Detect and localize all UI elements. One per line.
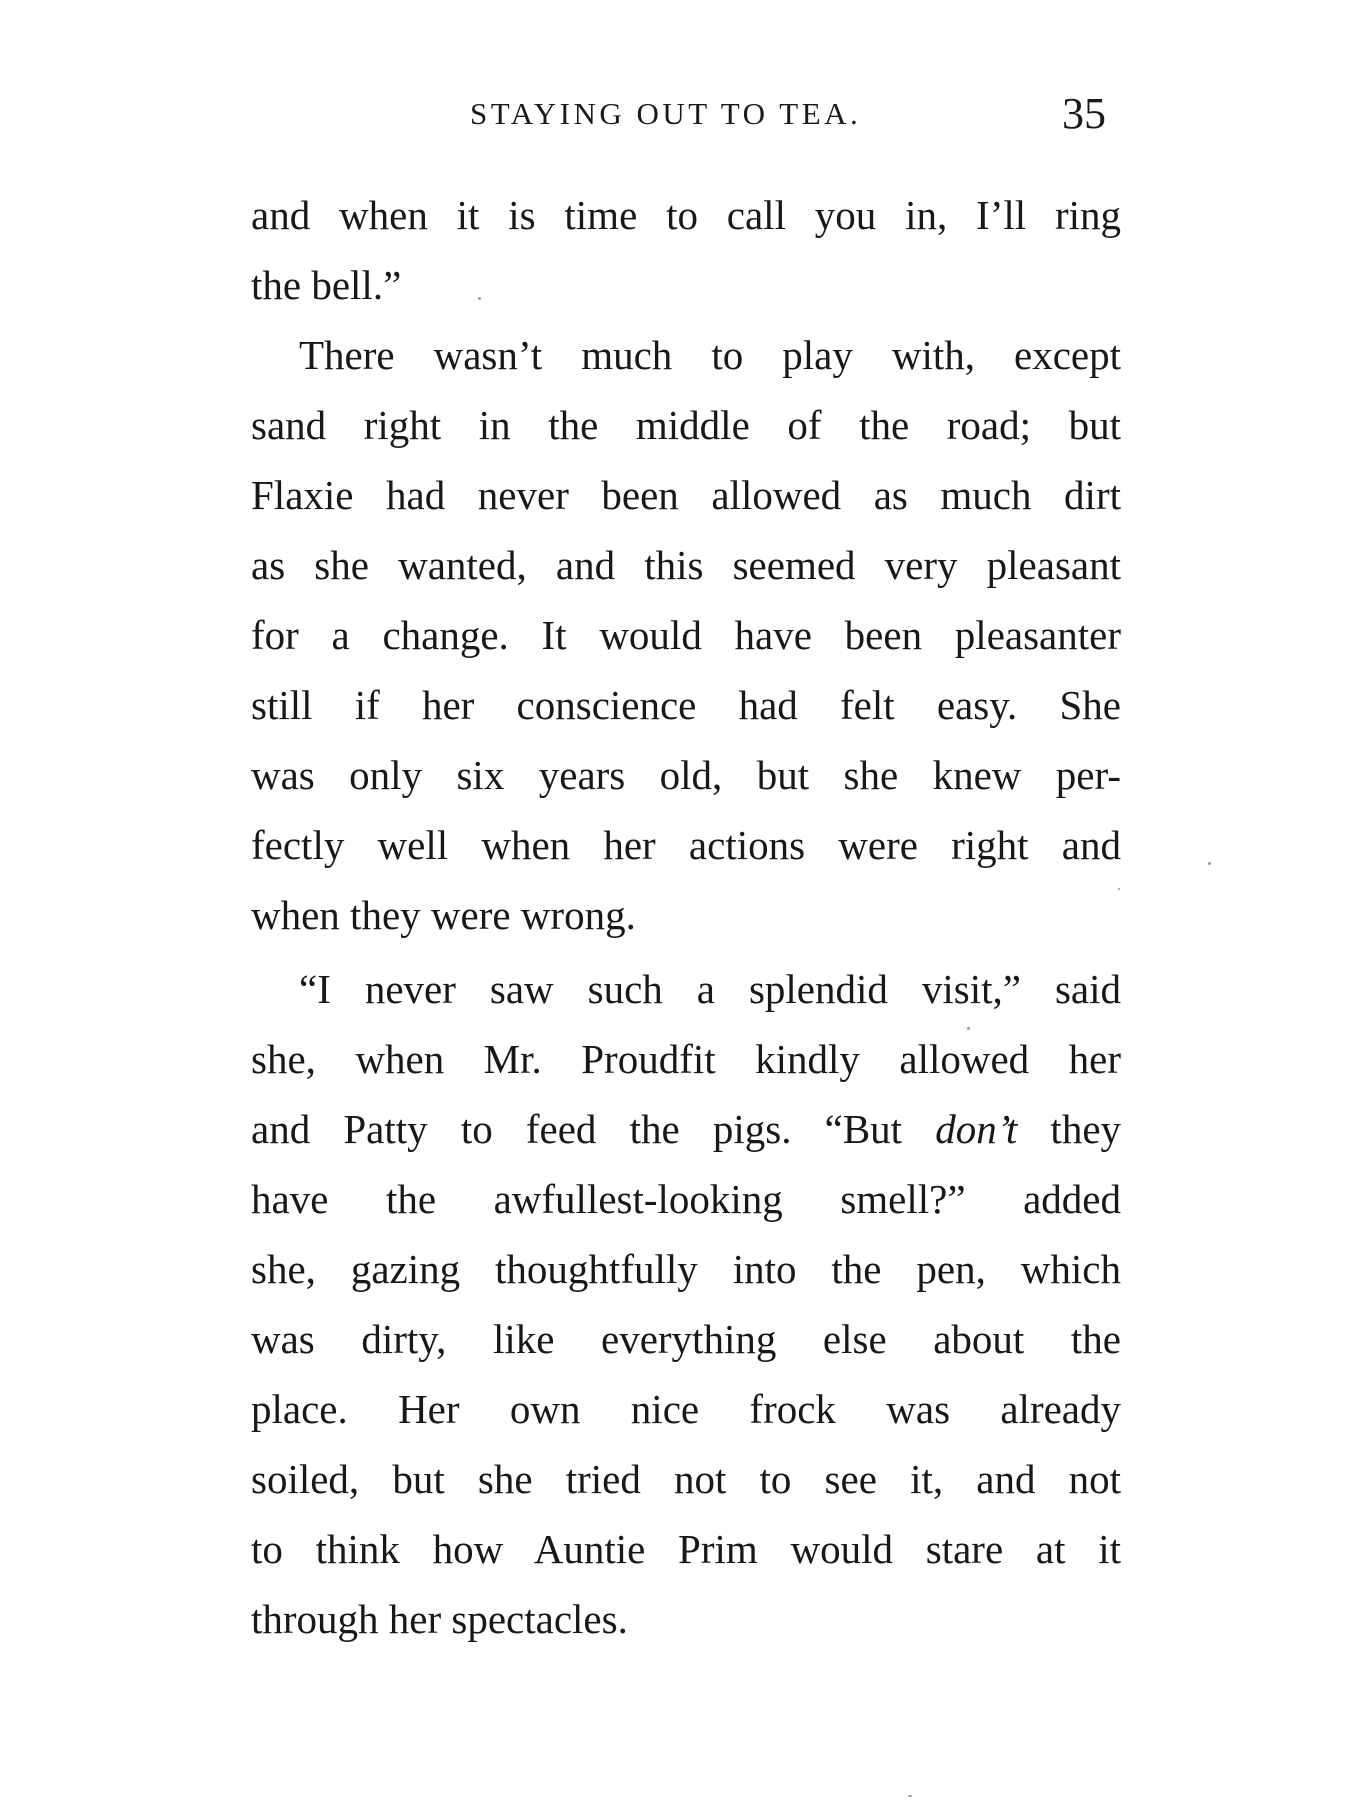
text-line: was dirty, like everything else about the xyxy=(251,1316,1121,1362)
text-line: to think how Auntie Prim would stare at it xyxy=(251,1526,1121,1572)
text-line: “I never saw such a splendid visit,” said xyxy=(299,966,1121,1012)
paragraph-sand xyxy=(251,320,1121,950)
running-title: STAYING OUT TO TEA. xyxy=(470,96,862,131)
text-line-mixed xyxy=(251,1094,1121,1164)
text-line: and when it is time to call you in, I’ll ring xyxy=(251,192,1121,238)
text-segment: they xyxy=(1050,1106,1122,1152)
text-line: Flaxie had never been allowed as much dirt xyxy=(251,472,1121,518)
paragraph-continued xyxy=(251,180,1121,320)
text-line: she, gazing thoughtfully into the pen, which xyxy=(251,1246,1121,1292)
paper-speck xyxy=(1118,888,1120,890)
paper-speck xyxy=(1208,862,1211,865)
text-line: the bell.” xyxy=(251,262,402,308)
paper-speck xyxy=(478,297,481,300)
text-line: fectly well when her actions were right and xyxy=(251,822,1121,868)
text-line: There wasn’t much to play with, except xyxy=(299,332,1121,378)
text-line: through her spectacles. xyxy=(251,1596,628,1642)
text-line: she, when Mr. Proudfit kindly allowed her xyxy=(251,1036,1121,1082)
text-line: when they were wrong. xyxy=(251,892,636,938)
text-line: as she wanted, and this seemed very pleasant xyxy=(251,542,1121,588)
text-line: for a change. It would have been pleasanter xyxy=(251,612,1121,658)
text-line: sand right in the middle of the road; but xyxy=(251,402,1121,448)
text-line: place. Her own nice frock was already xyxy=(251,1386,1121,1432)
paper-speck xyxy=(967,1027,970,1030)
text-segment: “But xyxy=(824,1106,903,1152)
paragraph-visit xyxy=(251,954,1121,1654)
text-line: have the awfullest-looking smell?” added xyxy=(251,1176,1121,1222)
text-line: soiled, but she tried not to see it, and not xyxy=(251,1456,1121,1502)
paper-speck xyxy=(908,1795,912,1797)
italic-text-segment: don’t xyxy=(935,1106,1018,1152)
text-segment: and Patty to feed the pigs. xyxy=(251,1106,792,1152)
text-line: still if her conscience had felt easy. She xyxy=(251,682,1121,728)
page-number: 35 xyxy=(1062,89,1106,138)
text-line: was only six years old, but she knew per- xyxy=(251,752,1121,798)
